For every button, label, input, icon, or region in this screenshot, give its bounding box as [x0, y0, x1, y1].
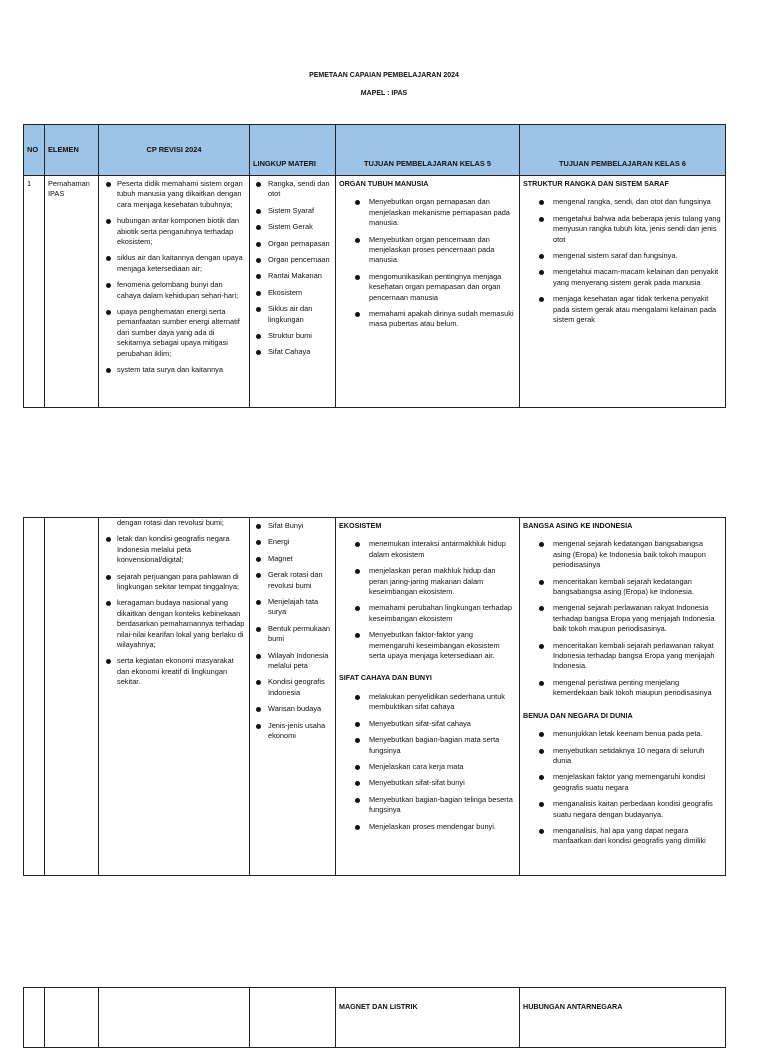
list-item: mengetahui bahwa ada beberapa jenis tulang yang menyusun rangka tubuh kita, jenis sendi dan jenis otot — [523, 214, 722, 245]
list-item: menjaga kesehatan agar tidak terkena penyakit pada sistem gerak atau mengalami kelainan pada sistem gerak — [523, 294, 722, 325]
list-item: letak dan kondisi geografis negara Indonesia melalui peta konvensional/digital; — [102, 534, 246, 565]
row-elemen: Pemahaman IPAS — [45, 176, 99, 408]
list-item: Sistem Gerak — [253, 222, 332, 232]
list-item: Jenis-jenis usaha ekonomi — [253, 721, 332, 742]
tp6-cell — [520, 176, 726, 408]
list-item: hubungan antar komponen biotik dan abiotik serta pengaruhnya terhadap ekosistem; — [102, 216, 246, 247]
row-number — [24, 518, 45, 876]
list-item: serta kegiatan ekonomi masyarakat dan ekonomi kreatif di lingkungan sekitar. — [102, 656, 246, 687]
section-heading: BENUA DAN NEGARA DI DUNIA — [523, 710, 633, 720]
section-heading: EKOSISTEM — [339, 521, 382, 530]
section-heading: STRUKTUR RANGKA DAN SISTEM SARAF — [523, 179, 669, 188]
list-item: Menjelaskan proses mendengar bunyi. — [339, 822, 516, 832]
header-lingkup: LINGKUP MATERI — [250, 125, 336, 176]
list-item: Ekosistem — [253, 288, 332, 298]
list-item: mengenal peristiwa penting menjelang kemerdekaan baik tokoh maupun periodisasinya — [523, 678, 722, 699]
list-item: Bentuk permukaan bumi — [253, 624, 332, 645]
header-tp6: TUJUAN PEMBELAJARAN KELAS 6 — [520, 125, 726, 176]
list-item: menceritakan kembali sejarah perlawanan rakyat Indonesia terhadap bangsa Eropa yang menjajah Indonesia. — [523, 641, 722, 672]
list-item: Menyebutkan organ pernapasan dan menjelaskan mekanisme pernapasan pada manusia. — [339, 197, 516, 228]
list-item: Gerak rotasi dan revolusi bumi — [253, 570, 332, 591]
row-number: 1 — [24, 176, 45, 408]
header-cp: CP REVISI 2024 — [99, 125, 250, 176]
list-item-continued: dengan rotasi dan revolusi bumi; — [117, 518, 224, 527]
list-item: Menyebutkan organ pencernaan dan menjelaskan proses pencernaan pada manusia. — [339, 235, 516, 266]
list-item: siklus air dan kaitannya dengan upaya menjaga ketersediaan air; — [102, 253, 246, 274]
list-item: mengomunikasikan pentingnya menjaga kesehatan organ pernapasan dan organ pencernaan manusia — [339, 272, 516, 303]
table-header-row — [24, 125, 726, 176]
list-item: menceritakan kembali sejarah kedatangan bangsabangsa asing (Eropa) ke Indonesia. — [523, 577, 722, 598]
list-item: memahami perubahan lingkungan terhadap keseimbangan ekosistem — [339, 603, 516, 624]
list-item: Sifat Bunyi — [253, 521, 332, 531]
cp-cell — [99, 176, 250, 408]
header-elemen: ELEMEN — [45, 125, 99, 176]
list-item: Menyebutkan bagian-bagian telinga beserta fungsinya — [339, 795, 516, 816]
list-item: Menyebutkan faktor-faktor yang memengaruhi keseimbangan ekosistem serta upaya menjaga ketersediaan air. — [339, 630, 516, 661]
tp5-cell — [336, 988, 520, 1048]
section-heading: SIFAT CAHAYA DAN BUNYI — [339, 673, 432, 683]
list-item: Organ pencernaan — [253, 255, 332, 265]
list-item: Siklus air dan lingkungan — [253, 304, 332, 325]
list-item: sejarah perjuangan para pahlawan di lingkungan sekitar tempat tinggalnya; — [102, 572, 246, 593]
header-no: NO — [24, 125, 45, 176]
mapping-table-page-3 — [23, 987, 726, 1048]
list-item: Magnet — [253, 554, 332, 564]
list-item: Menyebutkan sifat-sifat bunyi — [339, 778, 516, 788]
mapping-table-page-2 — [23, 517, 726, 876]
lingkup-cell — [250, 518, 336, 876]
list-item: menjelaskan peran makhluk hidup dan peran jaring-jaring makanan dalam keseimbangan ekosistem. — [339, 566, 516, 597]
lingkup-cell — [250, 988, 336, 1048]
row-number — [24, 988, 45, 1048]
cp-cell — [99, 988, 250, 1048]
header-tp5: TUJUAN PEMBELAJARAN KELAS 5 — [336, 125, 520, 176]
list-item: Menyebutkan bagian-bagian mata serta fungsinya — [339, 735, 516, 756]
list-item: menyebutkan setidaknya 10 negara di seluruh dunia — [523, 746, 722, 767]
list-item: Warisan budaya — [253, 704, 332, 714]
list-item: Organ pernapasan — [253, 239, 332, 249]
list-item: menganalisis kaitan perbedaan kondisi geografis suatu negara dengan budayanya. — [523, 799, 722, 820]
table-row — [24, 988, 726, 1048]
list-item: menjelaskan faktor yang memengaruhi kondisi geografis suatu negara — [523, 772, 722, 793]
list-item: mengenal sistem saraf dan fungsinya. — [523, 251, 722, 261]
section-heading: ORGAN TUBUH MANUSIA — [339, 179, 429, 188]
section-heading: HUBUNGAN ANTARNEGARA — [523, 1002, 623, 1011]
cp-cell — [99, 518, 250, 876]
list-item: Struktur bumi — [253, 331, 332, 341]
row-elemen — [45, 518, 99, 876]
mapping-table-page-1 — [23, 124, 726, 408]
list-item: Peserta didik memahami sistem organ tubuh manusia yang dikaitkan dengan cara menjaga kesehatan tubuhnya; — [102, 179, 246, 210]
list-item: keragaman budaya nasional yang dikaitkan dengan konteks kebinekaan berdasarkan pemahamannya terhadap nilai-nilai kearifan lokal yang berlaku di wilayahnya; — [102, 598, 246, 650]
document-title: PEMETAAN CAPAIAN PEMBELAJARAN 2024 — [309, 72, 459, 79]
list-item: Rangka, sendi dan otot — [253, 179, 332, 200]
list-item: menganalisis, hal apa yang dapat negara manfaatkan dari kondisi geografis yang dimiliki — [523, 826, 722, 847]
row-elemen — [45, 988, 99, 1048]
section-heading: BANGSA ASING KE INDONESIA — [523, 521, 633, 530]
tp6-cell — [520, 518, 726, 876]
lingkup-cell — [250, 176, 336, 408]
document-subtitle: MAPEL : IPAS — [360, 90, 408, 97]
tp5-cell — [336, 518, 520, 876]
list-item: fenomena gelombang bunyi dan cahaya dalam kehidupan sehari-hari; — [102, 280, 246, 301]
list-item: Sistem Syaraf — [253, 206, 332, 216]
list-item: Menjelaskan cara kerja mata — [339, 762, 516, 772]
table-row — [24, 518, 726, 876]
list-item: menunjukkan letak keenam benua pada peta. — [523, 729, 722, 739]
list-item: Sifat Cahaya — [253, 347, 332, 357]
list-item: melakukan penyelidikan sederhana untuk membuktikan sifat cahaya — [339, 692, 516, 713]
list-item: mengetahui macam-macam kelainan dan penyakit yang menyerang sistem gerak pada manusia — [523, 267, 722, 288]
list-item: Energi — [253, 537, 332, 547]
list-item: Menjelajah tata surya — [253, 597, 332, 618]
list-item: Rantai Makanan — [253, 271, 332, 281]
list-item: menemukan interaksi antarmakhluk hidup dalam ekosistem — [339, 539, 516, 560]
list-item: Wilayah Indonesia melalui peta — [253, 651, 332, 672]
list-item: mengenal sejarah kedatangan bangsabangsa asing (Eropa) ke Indonesia baik tokoh maupun periodisasinya — [523, 539, 722, 570]
tp6-cell — [520, 988, 726, 1048]
table-row — [24, 176, 726, 408]
list-item: Menyebutkan sifat-sifat cahaya — [339, 719, 516, 729]
list-item: mengenal rangka, sendi, dan otot dan fungsinya — [523, 197, 722, 207]
list-item: mengenal sejarah perlawanan rakyat Indonesia terhadap bangsa Eropa yang menjajah Indonesia baik tokoh maupun periodisasinya. — [523, 603, 722, 634]
list-item: memahami apakah dirinya sudah memasuki masa pubertas atau belum. — [339, 309, 516, 330]
list-item: system tata surya dan kaitannya — [102, 365, 246, 375]
list-item: upaya penghematan energi serta pemanfaatan sumber energi alternatif dari sumber daya yang ada di sekitarnya sebagai upaya mitigasi perubahan iklim; — [102, 307, 246, 359]
list-item: Kondisi geografis Indonesia — [253, 677, 332, 698]
section-heading: MAGNET DAN LISTRIK — [339, 1002, 418, 1011]
tp5-cell — [336, 176, 520, 408]
